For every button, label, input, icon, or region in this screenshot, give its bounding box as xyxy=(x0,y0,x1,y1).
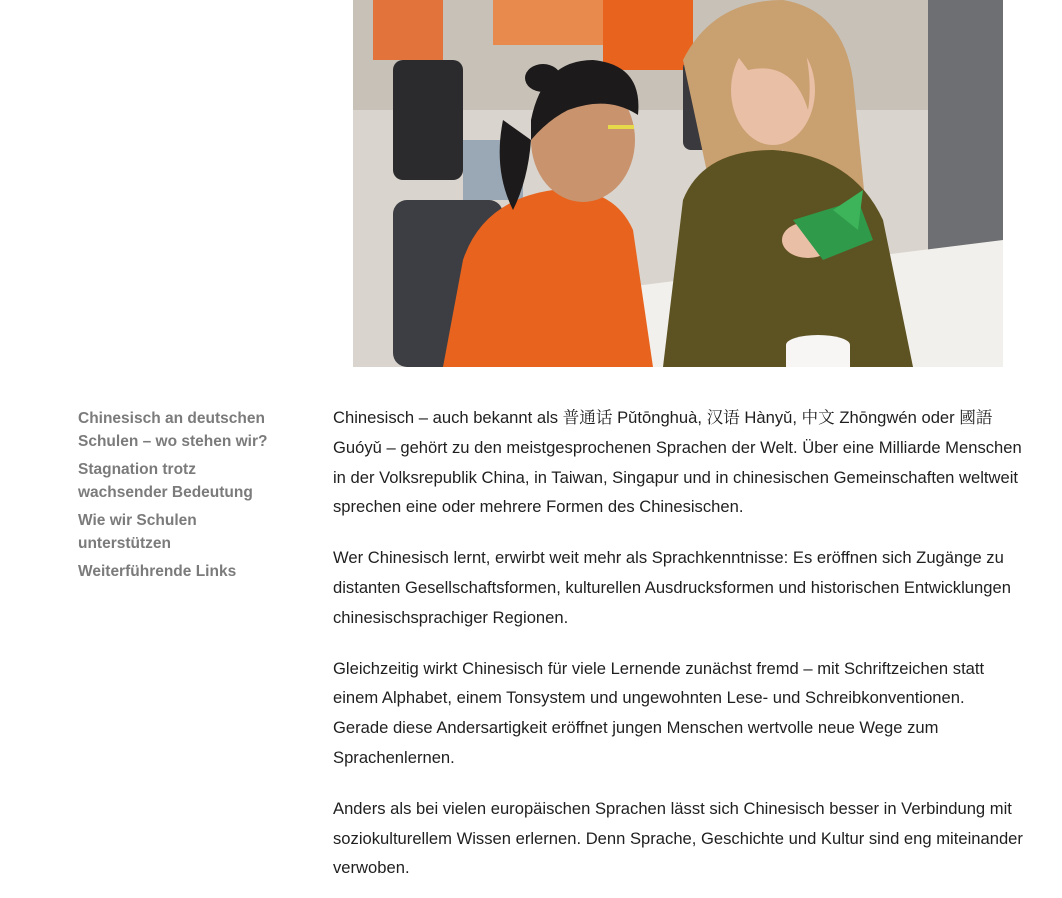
toc-link-stagnation[interactable]: Stagnation trotz wachsender Bedeutung xyxy=(78,461,253,501)
toc-link-chinesisch-an-deutschen-schulen[interactable]: Chinesisch an deutschen Schulen – wo stehen wir? xyxy=(78,410,268,450)
hero-photo-illustration xyxy=(353,0,1003,367)
hero-image xyxy=(353,0,1003,367)
toc-link-wie-wir-schulen-unterstuetzen[interactable]: Wie wir Schulen unterstützen xyxy=(78,512,197,552)
article-paragraph: Wer Chinesisch lernt, erwirbt weit mehr als Sprachkenntnisse: Es eröffnen sich Zugänge zu distanten Gesellschaftsformen, kulturellen Ausdrucksformen und historischen Entwicklungen chinesischsprachiger Regionen. xyxy=(333,548,1011,627)
toc-link-weiterfuehrende-links[interactable]: Weiterführende Links xyxy=(78,563,237,580)
article-paragraph: Gleichzeitig wirkt Chinesisch für viele Lernende zunächst fremd – mit Schriftzeichen statt einem Alphabet, einem Tonsystem und ungewohnten Lese- und Schreibkonventionen. Gerade diese Andersartigkeit eröffnet jungen Menschen wertvolle neue Wege zum Sprachenlernen. xyxy=(333,658,985,767)
table-of-contents xyxy=(78,408,283,590)
article-paragraph: Anders als bei vielen europäischen Sprachen lässt sich Chinesisch besser in Verbindung mit soziokulturellem Wissen erlernen. Denn Sprache, Geschichte und Kultur sind eng miteinander verwoben. xyxy=(333,798,1023,878)
article-body xyxy=(333,403,1023,898)
article-paragraph: Chinesisch – auch bekannt als 普通话 Pǔtōnghuà, 汉语 Hànyǔ, 中文 Zhōngwén oder 國語 Guóyǔ – gehört zu den meistgesprochenen Sprachen der Welt. Über eine Milliarde Menschen in der Volksrepublik China, in Taiwan, Singapur und in chinesischen Gemeinschaften weltweit sprechen eine oder mehrere Formen des Chinesischen. xyxy=(333,408,1022,517)
